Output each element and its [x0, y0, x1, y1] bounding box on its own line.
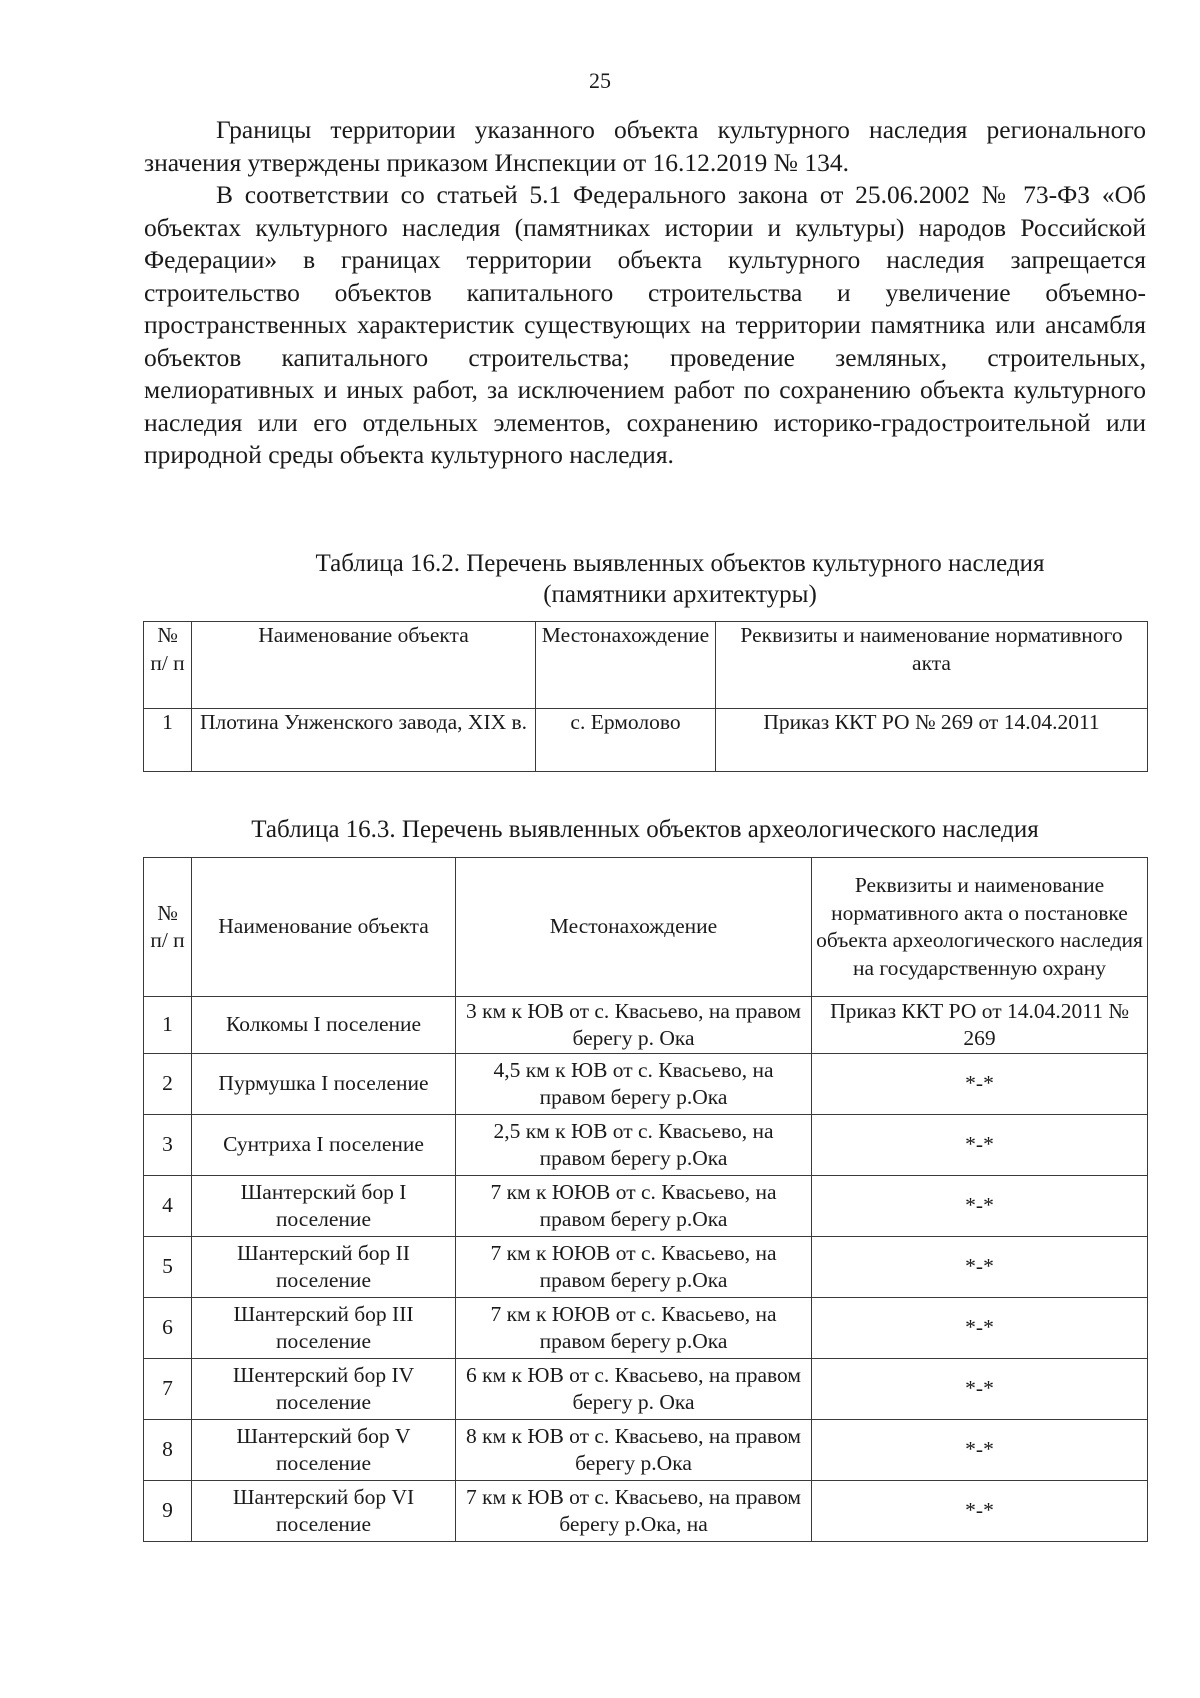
header-name: Наименование объекта: [192, 622, 536, 709]
cell-location: 7 км к ЮВ от с. Квасьево, на правом берегу р.Ока, на: [456, 1481, 812, 1542]
cell-number: 7: [144, 1359, 192, 1420]
cell-number: 5: [144, 1237, 192, 1298]
cell-number: 1: [144, 709, 192, 772]
cell-name: Колкомы I поселение: [192, 997, 456, 1054]
table-row: [144, 1054, 1148, 1115]
header-number: № п/ п: [144, 622, 192, 709]
table-16-2: [143, 621, 1148, 772]
table-16-3-caption: Таблица 16.3. Перечень выявленных объектов археологического наследия: [251, 816, 1039, 843]
table-row: [144, 1481, 1148, 1542]
cell-location: 7 км к ЮЮВ от с. Квасьево, на правом берегу р.Ока: [456, 1298, 812, 1359]
cell-name: Шантерский бор III поселение: [192, 1298, 456, 1359]
page-number: 25: [589, 68, 611, 93]
table-header-row: [144, 858, 1148, 997]
cell-act: *-*: [812, 1481, 1148, 1542]
cell-location: 3 км к ЮВ от с. Квасьево, на правом берегу р. Ока: [456, 997, 812, 1054]
table-16-2-caption-line1: Таблица 16.2. Перечень выявленных объектов культурного наследия: [315, 550, 1045, 577]
cell-location: 7 км к ЮЮВ от с. Квасьево, на правом берегу р.Ока: [456, 1176, 812, 1237]
header-location: Местонахождение: [536, 622, 716, 709]
cell-act: *-*: [812, 1054, 1148, 1115]
cell-number: 8: [144, 1420, 192, 1481]
cell-number: 9: [144, 1481, 192, 1542]
cell-number: 6: [144, 1298, 192, 1359]
cell-name: Шантерский бор VI поселение: [192, 1481, 456, 1542]
header-location: Местонахождение: [456, 858, 812, 997]
cell-act: *-*: [812, 1359, 1148, 1420]
cell-name: Шантерский бор V поселение: [192, 1420, 456, 1481]
cell-number: 2: [144, 1054, 192, 1115]
table-16-2-caption: [250, 548, 1110, 610]
table-row: [144, 1420, 1148, 1481]
cell-act: Приказ ККТ РО № 269 от 14.04.2011: [716, 709, 1148, 772]
cell-number: 3: [144, 1115, 192, 1176]
cell-act: *-*: [812, 1176, 1148, 1237]
cell-number: 1: [144, 997, 192, 1054]
header-number: № п/ п: [144, 858, 192, 997]
cell-name: Пурмушка I поселение: [192, 1054, 456, 1115]
table-16-3: [143, 857, 1148, 1542]
paragraph-2: В соответствии со статьей 5.1 Федерального закона от 25.06.2002 № 73-ФЗ «Об объектах культурного наследия (памятниках истории и культуры) народов Российской Федерации» в границах территории объекта культурного наследия запрещается строительство объектов капитального строительства и увеличение объемно-пространственных характеристик существующих на территории памятника или ансамбля объектов капитального строительства; проведение земляных, строительных, мелиоративных и иных работ, за исключением работ по сохранению объекта культурного наследия или его отдельных элементов, сохранению историко-градостроительной или природной среды объекта культурного наследия.: [144, 180, 1146, 469]
cell-act: *-*: [812, 1298, 1148, 1359]
cell-location: 7 км к ЮЮВ от с. Квасьево, на правом берегу р.Ока: [456, 1237, 812, 1298]
cell-name: Шантерский бор I поселение: [192, 1176, 456, 1237]
table-row: [144, 1359, 1148, 1420]
cell-act: Приказ ККТ РО от 14.04.2011 № 269: [812, 997, 1148, 1054]
cell-location: 4,5 км к ЮВ от с. Квасьево, на правом берегу р.Ока: [456, 1054, 812, 1115]
table-row: [144, 1298, 1148, 1359]
cell-name: Шентерский бор IV поселение: [192, 1359, 456, 1420]
cell-name: Плотина Унженского завода, XIX в.: [192, 709, 536, 772]
table-row: [144, 1115, 1148, 1176]
cell-location: 2,5 км к ЮВ от с. Квасьево, на правом берегу р.Ока: [456, 1115, 812, 1176]
cell-act: *-*: [812, 1115, 1148, 1176]
table-16-2-caption-line2: (памятники архитектуры): [543, 581, 817, 608]
header-act: Реквизиты и наименование нормативного акта о постановке объекта археологического наследия на государственную охрану: [812, 858, 1148, 997]
cell-number: 4: [144, 1176, 192, 1237]
cell-act: *-*: [812, 1237, 1148, 1298]
cell-act: *-*: [812, 1420, 1148, 1481]
cell-name: Шантерский бор II поселение: [192, 1237, 456, 1298]
cell-location: 8 км к ЮВ от с. Квасьево, на правом берегу р.Ока: [456, 1420, 812, 1481]
cell-location: 6 км к ЮВ от с. Квасьево, на правом берегу р. Ока: [456, 1359, 812, 1420]
table-header-row: [144, 622, 1148, 709]
header-act: Реквизиты и наименование нормативного акта: [716, 622, 1148, 709]
table-row: [144, 1176, 1148, 1237]
cell-location: с. Ермолово: [536, 709, 716, 772]
header-name: Наименование объекта: [192, 858, 456, 997]
cell-name: Сунтриха I поселение: [192, 1115, 456, 1176]
table-row: [144, 1237, 1148, 1298]
body-text: [144, 114, 1146, 472]
paragraph-1: Границы территории указанного объекта культурного наследия регионального значения утверждены приказом Инспекции от 16.12.2019 № 134.: [144, 115, 1146, 177]
table-row: [144, 997, 1148, 1054]
table-row: [144, 709, 1148, 772]
